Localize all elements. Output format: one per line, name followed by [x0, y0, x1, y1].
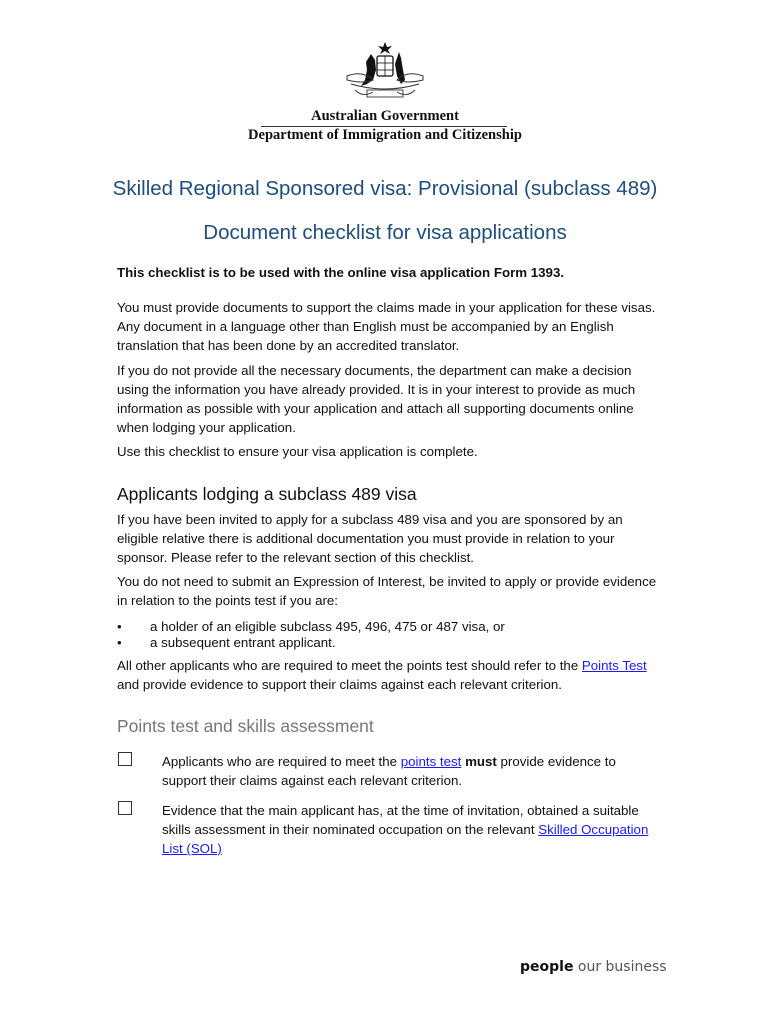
bullet-icon: •: [117, 619, 122, 634]
coat-of-arms-icon: [333, 40, 437, 108]
section1-paragraph-1: If you have been invited to apply for a subclass 489 visa and you are sponsored by an eligible relative there is additional documentation you must provide in relation to your sponsor. Please refer to the relevant section of this checklist.: [117, 512, 623, 565]
document-title: Skilled Regional Sponsored visa: Provisional (subclass 489): [112, 177, 658, 200]
document-subtitle: Document checklist for visa applications: [203, 221, 567, 244]
intro-paragraph-1: You must provide documents to support the claims made in your application for these visas. Any document in a language other than English must be accompanied by an English translation that has been done by an accredited translator.: [117, 300, 656, 353]
checklist-checkbox[interactable]: [118, 752, 132, 766]
checklist-checkbox[interactable]: [118, 801, 132, 815]
intro-paragraph-2: If you do not provide all the necessary documents, the department can make a decision using the information you have already provided. It is in your interest to provide as much information as possible with your application and attach all supporting documents online when lodging your application.: [117, 363, 636, 435]
section1-paragraph-2: You do not need to submit an Expression of Interest, be invited to apply or provide evidence in relation to the points test if you are:: [117, 574, 657, 608]
footer-tagline: people our business: [520, 959, 667, 975]
section-heading-subclass-489: Applicants lodging a subclass 489 visa: [117, 484, 417, 504]
skilled-occupation-list-link[interactable]: Skilled Occupation List (SOL): [162, 822, 649, 856]
intro-bold-line: This checklist is to be used with the online visa application Form 1393.: [117, 265, 565, 280]
section-heading-points-test: Points test and skills assessment: [117, 716, 374, 736]
checklist-item-text: Evidence that the main applicant has, at the time of invitation, obtained a suitable skills assessment in their nominated occupation on the relevant Skilled Occupation List (SOL): [162, 803, 649, 856]
points-test-inline-link[interactable]: points test: [400, 754, 462, 769]
intro-paragraph-3: Use this checklist to ensure your visa application is complete.: [117, 444, 478, 459]
department-name: Department of Immigration and Citizenship: [248, 127, 522, 143]
checklist-item-text: Applicants who are required to meet the points test must provide evidence to support their claims against each relevant criterion.: [162, 754, 616, 788]
government-name: Australian Government: [311, 108, 459, 124]
section1-paragraph-3: All other applicants who are required to meet the points test should refer to the Points Test and provide evidence to support their claims against each relevant criterion.: [117, 658, 647, 692]
points-test-link[interactable]: Points Test: [581, 658, 647, 673]
bullet-icon: •: [117, 635, 122, 650]
